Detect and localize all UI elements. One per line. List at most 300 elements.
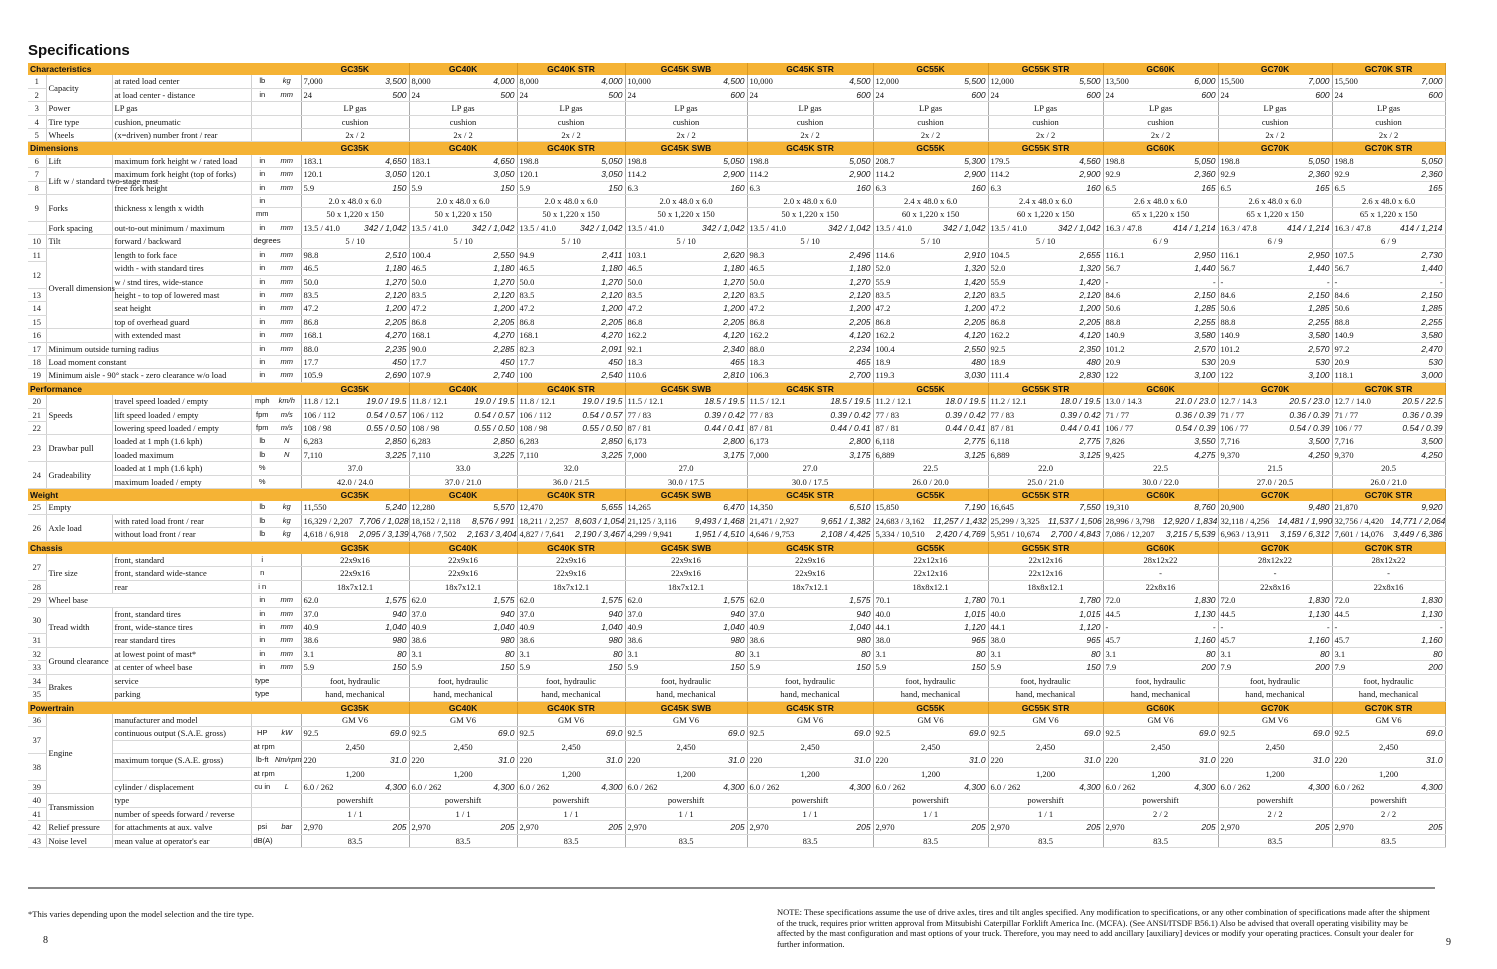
- value-metric: 4,000: [573, 75, 625, 88]
- value-cell: LP gas: [1218, 102, 1332, 115]
- unit-metric: [273, 714, 301, 727]
- value-imperial: 15,500: [1332, 75, 1389, 88]
- value-metric: 4,120: [931, 329, 988, 342]
- row-number: 14: [28, 302, 46, 315]
- row-label: service: [112, 674, 251, 687]
- table-row: [28, 235, 1445, 248]
- value-metric: 69.0: [1046, 727, 1103, 740]
- value-metric: 3,175: [811, 448, 873, 461]
- value-imperial: 24: [747, 88, 811, 101]
- value-metric: 342 / 1,042: [573, 221, 625, 234]
- value-metric: 2,655: [1046, 248, 1103, 261]
- value-cell: GM V6: [1218, 714, 1332, 727]
- value-metric: 0.44 / 0.41: [685, 421, 747, 434]
- value-cell: LP gas: [873, 102, 988, 115]
- row-label: cylinder / displacement: [112, 780, 251, 793]
- value-cell: 2x / 2: [1218, 129, 1332, 142]
- row-number: 32: [28, 647, 46, 660]
- value-imperial: 220: [517, 754, 573, 767]
- row-label: free fork height: [112, 181, 251, 194]
- value-metric: 3,500: [1389, 435, 1445, 448]
- value-imperial: 5,334 / 10,510: [873, 528, 931, 541]
- value-metric: 940: [357, 607, 409, 620]
- value-imperial: 40.9: [747, 621, 811, 634]
- value-metric: 69.0: [811, 727, 873, 740]
- value-cell: foot, hydraulic: [1103, 674, 1218, 687]
- value-imperial: 92.5: [988, 727, 1046, 740]
- value-metric: 1,200: [465, 302, 517, 315]
- value-imperial: 72.0: [1218, 594, 1276, 607]
- row-number: 20: [28, 395, 46, 408]
- table-row: [28, 369, 1445, 382]
- value-metric: 1,015: [1046, 607, 1103, 620]
- value-metric: 7,550: [1046, 501, 1103, 514]
- unit-metric: mm: [273, 168, 301, 181]
- value-cell: -: [1103, 567, 1218, 580]
- value-imperial: 37.0: [409, 607, 465, 620]
- row-group-label: Minimum aisle - 90° stack - zero clearance w/o load: [46, 369, 251, 382]
- table-row: [28, 102, 1445, 115]
- row-label: parking: [112, 688, 251, 701]
- value-imperial: 47.2: [409, 302, 465, 315]
- value-metric: 0.39 / 0.42: [1046, 408, 1103, 421]
- value-cell: 2x / 2: [873, 129, 988, 142]
- model-name: GC40K STR: [517, 701, 625, 714]
- model-name: GC45K STR: [747, 382, 873, 395]
- value-imperial: 116.1: [1218, 248, 1276, 261]
- value-cell: 22x12x16: [873, 554, 988, 567]
- value-metric: 80: [573, 647, 625, 660]
- value-metric: 1,120: [1046, 621, 1103, 634]
- table-row: [28, 155, 1445, 168]
- row-group-label: Axle load: [46, 514, 112, 541]
- row-label: mean value at operator's ear: [112, 834, 251, 847]
- value-imperial: 120.1: [301, 168, 357, 181]
- row-label: cushion, pneumatic: [112, 115, 251, 128]
- value-metric: 980: [465, 634, 517, 647]
- value-imperial: 16.3 / 47.8: [1103, 221, 1161, 234]
- section-title: Powertrain: [28, 701, 301, 714]
- row-label: continuous output (S.A.E. gross): [112, 727, 251, 740]
- value-imperial: 6.0 / 262: [873, 780, 931, 793]
- value-cell: LP gas: [301, 102, 409, 115]
- value-metric: 3,225: [573, 448, 625, 461]
- value-metric: 4,250: [1389, 448, 1445, 461]
- value-imperial: 3.1: [747, 647, 811, 660]
- value-metric: 2,150: [1161, 288, 1218, 301]
- value-cell: 1 / 1: [988, 807, 1103, 820]
- row-number: 28: [28, 580, 46, 593]
- value-metric: 450: [465, 355, 517, 368]
- value-imperial: 100: [517, 369, 573, 382]
- value-imperial: 70.1: [988, 594, 1046, 607]
- table-row: [28, 248, 1445, 261]
- unit-imperial: degrees: [251, 235, 273, 248]
- value-metric: 2,690: [357, 369, 409, 382]
- value-imperial: 5.9: [517, 181, 573, 194]
- value-imperial: 106 / 77: [1218, 421, 1276, 434]
- value-imperial: 94.9: [517, 248, 573, 261]
- value-metric: 0.54 / 0.57: [465, 408, 517, 421]
- value-metric: -: [1276, 621, 1332, 634]
- model-name: GC60K: [1103, 541, 1218, 554]
- value-imperial: 12.7 / 14.0: [1332, 395, 1389, 408]
- value-metric: 2,255: [1276, 315, 1332, 328]
- value-cell: cushion: [988, 115, 1103, 128]
- value-cell: 22x9x16: [409, 567, 517, 580]
- value-imperial: 18.9: [873, 355, 931, 368]
- value-metric: 18.0 / 19.5: [1046, 395, 1103, 408]
- value-imperial: 46.5: [747, 262, 811, 275]
- row-group-label: Minimum outside turning radius: [46, 342, 251, 355]
- value-imperial: 24: [988, 88, 1046, 101]
- row-number: 30: [28, 607, 46, 634]
- value-imperial: 86.8: [988, 315, 1046, 328]
- row-label: front, wide-stance tires: [112, 621, 251, 634]
- value-metric: 3,500: [1276, 435, 1332, 448]
- value-imperial: 71 / 77: [1103, 408, 1161, 421]
- value-cell: cushion: [301, 115, 409, 128]
- unit-imperial: lb: [251, 75, 273, 88]
- table-row: [28, 567, 1445, 580]
- value-imperial: 108 / 98: [301, 421, 357, 434]
- table-row: [28, 661, 1445, 674]
- value-imperial: 7,110: [409, 448, 465, 461]
- value-imperial: 24: [1218, 88, 1276, 101]
- value-cell: 26.0 / 20.0: [873, 475, 988, 488]
- value-cell: LP gas: [1332, 102, 1445, 115]
- value-imperial: 11.2 / 12.1: [988, 395, 1046, 408]
- unit-metric: [273, 115, 301, 128]
- value-metric: 2,235: [357, 342, 409, 355]
- model-name: GC45K STR: [747, 489, 873, 502]
- unit-imperial: in: [251, 647, 273, 660]
- value-metric: 2,850: [573, 435, 625, 448]
- value-metric: 7,000: [1276, 75, 1332, 88]
- value-metric: 0.39 / 0.42: [685, 408, 747, 421]
- unit-imperial: [251, 794, 273, 807]
- value-cell: 30.0 / 17.5: [625, 475, 747, 488]
- row-group-label: Power: [46, 102, 112, 115]
- value-imperial: 12,000: [873, 75, 931, 88]
- value-imperial: 6.0 / 262: [1103, 780, 1161, 793]
- value-metric: 1,830: [1276, 594, 1332, 607]
- value-cell: 2.4 x 48.0 x 6.0: [873, 195, 988, 208]
- value-imperial: 8,000: [517, 75, 573, 88]
- table-row: [28, 262, 1445, 275]
- section-title: Dimensions: [28, 142, 301, 155]
- unit-imperial: HP: [251, 727, 273, 740]
- value-metric: 5,050: [811, 155, 873, 168]
- value-imperial: 3.1: [873, 647, 931, 660]
- value-metric: 1,440: [1276, 262, 1332, 275]
- value-cell: powershift: [1103, 794, 1218, 807]
- value-imperial: 44.5: [1218, 607, 1276, 620]
- unit-imperial: at rpm: [251, 740, 273, 753]
- row-number: [28, 221, 46, 234]
- value-metric: 4,560: [1046, 155, 1103, 168]
- value-cell: foot, hydraulic: [1218, 674, 1332, 687]
- value-imperial: 5.9: [988, 661, 1046, 674]
- unit-imperial: %: [251, 475, 273, 488]
- table-row: [28, 780, 1445, 793]
- value-metric: 2,550: [931, 342, 988, 355]
- value-imperial: 24: [301, 88, 357, 101]
- value-imperial: 198.8: [1332, 155, 1389, 168]
- value-cell: 83.5: [625, 834, 747, 847]
- value-imperial: 6.0 / 262: [409, 780, 465, 793]
- value-cell: 83.5: [1103, 834, 1218, 847]
- value-cell: 2.0 x 48.0 x 6.0: [409, 195, 517, 208]
- value-metric: 3,100: [1276, 369, 1332, 382]
- model-name: GC35K: [301, 701, 409, 714]
- value-imperial: 92.5: [873, 727, 931, 740]
- value-metric: 2,095 / 3,139: [359, 529, 409, 540]
- value-metric: 18.5 / 19.5: [685, 395, 747, 408]
- value-metric: 0.36 / 0.39: [1389, 408, 1445, 421]
- value-metric: 80: [1046, 647, 1103, 660]
- value-imperial: 4,768 / 7,502: [409, 528, 465, 541]
- value-metric: 69.0: [1161, 727, 1218, 740]
- value-imperial: 20.9: [1218, 355, 1276, 368]
- value-metric: 69.0: [573, 727, 625, 740]
- value-metric: 600: [1161, 88, 1218, 101]
- model-name: GC40K: [409, 382, 517, 395]
- value-metric: 2,340: [685, 342, 747, 355]
- value-metric: 2,205: [573, 315, 625, 328]
- value-metric: 1,830: [1161, 594, 1218, 607]
- value-imperial: 220: [747, 754, 811, 767]
- unit-imperial: [251, 129, 273, 142]
- value-imperial: 13.5 / 41.0: [873, 221, 931, 234]
- table-row: [28, 794, 1445, 807]
- value-imperial: 77 / 83: [625, 408, 685, 421]
- row-label: seat height: [112, 302, 251, 315]
- value-cell: 22x8x16: [1103, 580, 1218, 593]
- value-metric: 80: [1276, 647, 1332, 660]
- value-imperial: 120.1: [517, 168, 573, 181]
- value-imperial: 86.8: [747, 315, 811, 328]
- value-cell: 1 / 1: [517, 807, 625, 820]
- value-metric: 342 / 1,042: [811, 221, 873, 234]
- value-cell: 2,450: [1218, 740, 1332, 753]
- value-imperial: 4,299 / 9,941: [625, 528, 685, 541]
- row-label: loaded maximum: [112, 448, 251, 461]
- value-cell: 18x7x12.1: [625, 580, 747, 593]
- unit-metric: [273, 767, 301, 780]
- model-name: GC45K SWB: [625, 142, 747, 155]
- value-imperial: -: [1332, 275, 1389, 288]
- value-metric: 1,200: [1046, 302, 1103, 315]
- page-title: Specifications: [28, 42, 130, 59]
- table-row: [28, 462, 1445, 475]
- table-row: [28, 395, 1445, 408]
- value-metric: 965: [931, 634, 988, 647]
- unit-imperial: mm: [251, 208, 273, 221]
- value-metric: 980: [357, 634, 409, 647]
- value-cell: GM V6: [747, 714, 873, 727]
- value-cell: 21.5: [1218, 462, 1332, 475]
- model-name: GC70K: [1218, 142, 1332, 155]
- value-metric: 31.0: [357, 754, 409, 767]
- value-imperial: 4,618 / 6,918: [301, 528, 357, 541]
- value-metric: 0.55 / 0.50: [465, 421, 517, 434]
- value-metric: 1,440: [1389, 262, 1445, 275]
- value-cell: 2.6 x 48.0 x 6.0: [1332, 195, 1445, 208]
- value-metric: 940: [573, 607, 625, 620]
- value-metric: 205: [931, 821, 988, 834]
- row-label: for attachments at aux. valve: [112, 821, 251, 834]
- value-metric: 69.0: [1389, 727, 1445, 740]
- value-metric: 1,575: [573, 594, 625, 607]
- value-cell: 1,200: [517, 767, 625, 780]
- section-title: Weight: [28, 489, 301, 502]
- specifications-table: [28, 63, 1446, 848]
- model-name: GC35K: [301, 63, 409, 75]
- value-metric: 2,900: [685, 168, 747, 181]
- value-metric: 4,270: [357, 329, 409, 342]
- table-row: [28, 221, 1445, 234]
- unit-imperial: [251, 102, 273, 115]
- value-metric: 1,160: [1161, 634, 1218, 647]
- value-metric: 150: [1046, 661, 1103, 674]
- value-metric: 9,493 / 1,468: [685, 514, 747, 527]
- value-metric: 3,050: [357, 168, 409, 181]
- model-name: GC40K: [409, 701, 517, 714]
- value-cell: 18x7x12.1: [409, 580, 517, 593]
- unit-metric: mm: [273, 369, 301, 382]
- unit-imperial: at rpm: [251, 767, 273, 780]
- value-cell: GM V6: [301, 714, 409, 727]
- value-imperial: 183.1: [409, 155, 465, 168]
- value-metric: 4,250: [1276, 448, 1332, 461]
- value-imperial: 86.8: [409, 315, 465, 328]
- value-imperial: 2,970: [747, 821, 811, 834]
- value-cell: 27.0: [747, 462, 873, 475]
- value-metric: 4,300: [1276, 780, 1332, 793]
- value-imperial: 11.8 / 12.1: [409, 395, 465, 408]
- value-imperial: 220: [988, 754, 1046, 767]
- value-imperial: 101.2: [1218, 342, 1276, 355]
- value-metric: 2,120: [931, 288, 988, 301]
- row-number: 36: [28, 714, 46, 727]
- value-cell: hand, mechanical: [873, 688, 988, 701]
- value-cell: 2.0 x 48.0 x 6.0: [517, 195, 625, 208]
- row-group-label: Engine: [46, 714, 112, 794]
- value-cell: 2,450: [625, 740, 747, 753]
- value-metric: 2,950: [1161, 248, 1218, 261]
- table-row: [28, 288, 1445, 301]
- value-metric: 150: [573, 661, 625, 674]
- value-metric: 1,040: [357, 621, 409, 634]
- value-cell: 18x7x12.1: [747, 580, 873, 593]
- value-imperial: 179.5: [988, 155, 1046, 168]
- unit-metric: mm: [273, 342, 301, 355]
- value-imperial: 12.7 / 14.3: [1218, 395, 1276, 408]
- value-imperial: 162.2: [747, 329, 811, 342]
- value-imperial: 55.9: [873, 275, 931, 288]
- value-imperial: 6.0 / 262: [1332, 780, 1389, 793]
- value-imperial: 50.0: [625, 275, 685, 288]
- value-metric: 31.0: [931, 754, 988, 767]
- value-imperial: 62.0: [747, 594, 811, 607]
- unit-imperial: in: [251, 168, 273, 181]
- unit-metric: mm: [273, 634, 301, 647]
- unit-imperial: in: [251, 248, 273, 261]
- value-metric: 1,200: [685, 302, 747, 315]
- model-name: GC55K: [873, 541, 988, 554]
- value-imperial: 18,211 / 2,257: [517, 514, 573, 527]
- value-imperial: 77 / 83: [988, 408, 1046, 421]
- value-metric: 18.5 / 19.5: [811, 395, 873, 408]
- value-metric: 0.36 / 0.39: [1161, 408, 1218, 421]
- row-number: 10: [28, 235, 46, 248]
- model-name: GC35K: [301, 489, 409, 502]
- value-metric: 1,575: [357, 594, 409, 607]
- model-name: GC70K: [1218, 701, 1332, 714]
- row-number: 18: [28, 355, 46, 368]
- value-cell: 50 x 1,220 x 150: [517, 208, 625, 221]
- value-cell: 26.0 / 21.0: [1332, 475, 1445, 488]
- value-imperial: 13.0 / 14.3: [1103, 395, 1161, 408]
- value-imperial: 40.9: [301, 621, 357, 634]
- row-label: at rated load center: [112, 75, 251, 88]
- row-label: length to fork face: [112, 248, 251, 261]
- value-imperial: 7,716: [1218, 435, 1276, 448]
- value-imperial: 14,265: [625, 501, 685, 514]
- value-metric: 1,160: [1276, 634, 1332, 647]
- value-imperial: 16,645: [988, 501, 1046, 514]
- value-cell: cushion: [409, 115, 517, 128]
- value-cell: 2x / 2: [1332, 129, 1445, 142]
- value-metric: -: [1389, 621, 1445, 634]
- value-metric: 7,706 / 1,028: [359, 515, 409, 526]
- value-metric: 205: [685, 821, 747, 834]
- value-metric: 2,570: [1161, 342, 1218, 355]
- value-metric: 1,320: [931, 262, 988, 275]
- value-metric: -: [1276, 275, 1332, 288]
- unit-imperial: in: [251, 288, 273, 301]
- value-imperial: 37.0: [747, 607, 811, 620]
- unit-metric: mm: [273, 594, 301, 607]
- row-label: width - with standard tires: [112, 262, 251, 275]
- unit-metric: mm: [273, 647, 301, 660]
- value-cell: 6 / 9: [1218, 235, 1332, 248]
- value-metric: 165: [1389, 181, 1445, 194]
- model-name: GC60K: [1103, 142, 1218, 155]
- value-cell: 83.5: [1332, 834, 1445, 847]
- value-metric: 4,300: [357, 780, 409, 793]
- unit-metric: [273, 807, 301, 820]
- value-imperial: 7,086 / 12,207: [1103, 528, 1161, 541]
- value-metric: 3,125: [931, 448, 988, 461]
- unit-imperial: in: [251, 594, 273, 607]
- value-imperial: 92.5: [988, 342, 1046, 355]
- value-imperial: 15,850: [873, 501, 931, 514]
- value-metric: 1,575: [811, 594, 873, 607]
- value-cell: powershift: [873, 794, 988, 807]
- row-group-label: Wheel base: [46, 594, 251, 607]
- value-cell: 6 / 9: [1332, 235, 1445, 248]
- row-label: thickness x length x width: [112, 195, 251, 222]
- value-imperial: 16.3 / 47.8: [1332, 221, 1389, 234]
- value-metric: 5,050: [685, 155, 747, 168]
- value-imperial: 7,826: [1103, 435, 1161, 448]
- value-metric: 414 / 1,214: [1389, 221, 1445, 234]
- value-imperial: 21,870: [1332, 501, 1389, 514]
- value-metric: 450: [573, 355, 625, 368]
- value-imperial: 38.0: [873, 634, 931, 647]
